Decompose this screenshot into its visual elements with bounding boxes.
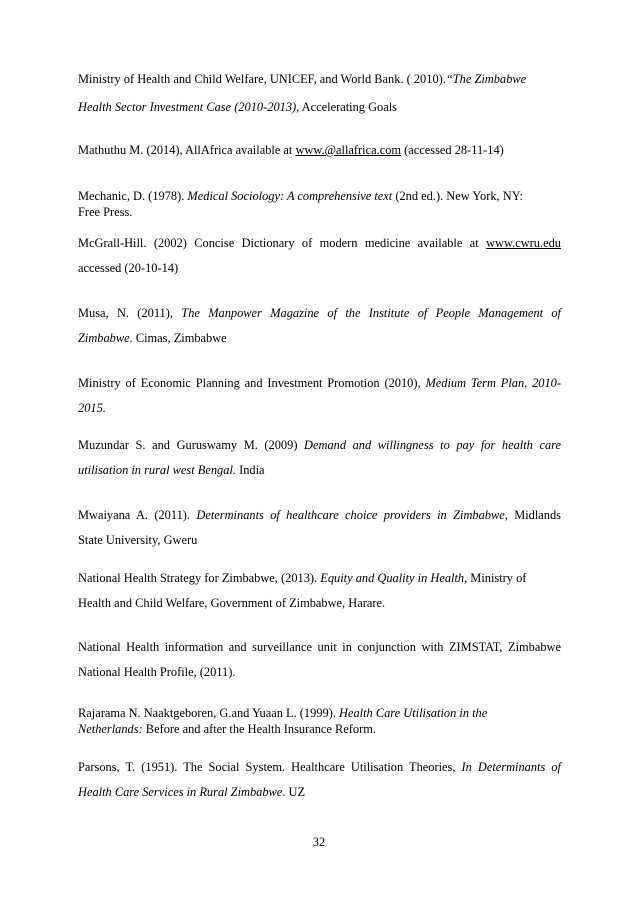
reference-line bbox=[78, 706, 487, 721]
reference-line bbox=[78, 640, 561, 655]
reference-title: Equity and Quality in Health bbox=[320, 571, 465, 585]
reference-text: Musa, N. (2011), bbox=[78, 306, 182, 320]
reference-text: State University, Gweru bbox=[78, 533, 198, 547]
reference-title: Health Care Services in Rural Zimbabwe bbox=[78, 785, 283, 799]
reference-line bbox=[78, 189, 523, 204]
reference-line bbox=[78, 376, 561, 391]
reference-text: McGrall-Hill. (2002) Concise Dictionary of modern medicine available at bbox=[78, 236, 487, 250]
reference-link[interactable]: www.@allafrica.com bbox=[295, 143, 402, 157]
reference-line bbox=[78, 665, 235, 680]
reference-line bbox=[78, 785, 305, 800]
reference-text: Muzundar S. and Guruswamy M. (2009) bbox=[78, 438, 305, 452]
reference-title: Medical Sociology: A comprehensive text bbox=[187, 189, 393, 203]
reference-text: India bbox=[236, 463, 265, 477]
reference-title: Determinants of healthcare choice providers in Zimbabwe bbox=[196, 508, 505, 522]
reference-title: Health Care Utilisation in the bbox=[339, 706, 488, 720]
reference-line bbox=[78, 463, 265, 478]
reference-line bbox=[78, 306, 561, 321]
reference-title: Demand and willingness to pay for health care bbox=[304, 438, 562, 452]
reference-title: “The Zimbabwe bbox=[445, 72, 527, 86]
reference-text: Mwaiyana A. (2011). bbox=[78, 508, 197, 522]
reference-title: utilisation in rural west Bengal. bbox=[78, 463, 236, 477]
reference-text: Parsons, T. (1951). The Social System. Healthcare Utilisation Theories, bbox=[78, 760, 462, 774]
reference-text: accessed (20-10-14) bbox=[78, 261, 179, 275]
reference-text: Free Press. bbox=[78, 205, 133, 219]
reference-text: (2nd ed.). New York, NY: bbox=[392, 189, 523, 203]
reference-text: Rajarama N. Naaktgeboren, G.and Yuaan L. (1999). bbox=[78, 706, 340, 720]
reference-text: Mathuthu M. (2014), AllAfrica available at bbox=[78, 143, 296, 157]
reference-text: National Health Strategy for Zimbabwe, (2013). bbox=[78, 571, 321, 585]
reference-text: . Cimas, Zimbabwe bbox=[129, 331, 227, 345]
reference-line bbox=[78, 401, 106, 416]
reference-text: Accelerating Goals bbox=[299, 100, 397, 114]
reference-line bbox=[78, 533, 197, 548]
reference-text: Health and Child Welfare, Government of Zimbabwe, Harare. bbox=[78, 596, 386, 610]
reference-title: In Determinants of bbox=[461, 760, 562, 774]
reference-line bbox=[78, 261, 178, 276]
reference-title: Zimbabwe bbox=[78, 331, 130, 345]
reference-line bbox=[78, 571, 526, 586]
reference-line bbox=[78, 236, 561, 251]
reference-text: (accessed 28-11-14) bbox=[401, 143, 504, 157]
reference-line bbox=[78, 760, 561, 775]
reference-line bbox=[78, 100, 397, 115]
reference-line bbox=[78, 438, 561, 453]
reference-text: . UZ bbox=[282, 785, 306, 799]
reference-title: 2015. bbox=[78, 401, 106, 415]
reference-text: Before and after the Health Insurance Reform. bbox=[142, 722, 376, 736]
reference-text: , Ministry of bbox=[464, 571, 527, 585]
reference-line bbox=[78, 143, 504, 158]
reference-line bbox=[78, 205, 132, 220]
reference-line bbox=[78, 596, 385, 611]
reference-text: National Health Profile, (2011). bbox=[78, 665, 236, 679]
reference-line bbox=[78, 331, 227, 346]
reference-text: , Midlands bbox=[504, 508, 562, 522]
reference-text: National Health information and surveillance unit in conjunction with ZIMSTAT, Zimbabwe bbox=[78, 640, 561, 654]
reference-title: Medium Term Plan, 2010- bbox=[425, 376, 561, 390]
reference-link[interactable]: www.cwru.edu bbox=[486, 236, 561, 250]
reference-line bbox=[78, 72, 526, 87]
reference-line bbox=[78, 508, 561, 523]
reference-line bbox=[78, 722, 376, 737]
reference-text: Mechanic, D. (1978). bbox=[78, 189, 188, 203]
page-number: 32 bbox=[312, 835, 326, 849]
reference-title: Health Sector Investment Case (2010-2013), bbox=[78, 100, 300, 114]
reference-text: Ministry of Health and Child Welfare, UNICEF, and World Bank. ( 2010). bbox=[78, 72, 446, 86]
reference-title: The Manpower Magazine of the Institute of People Management of bbox=[181, 306, 561, 320]
reference-title: Netherlands: bbox=[78, 722, 143, 736]
reference-text: Ministry of Economic Planning and Investment Promotion (2010), bbox=[78, 376, 426, 390]
